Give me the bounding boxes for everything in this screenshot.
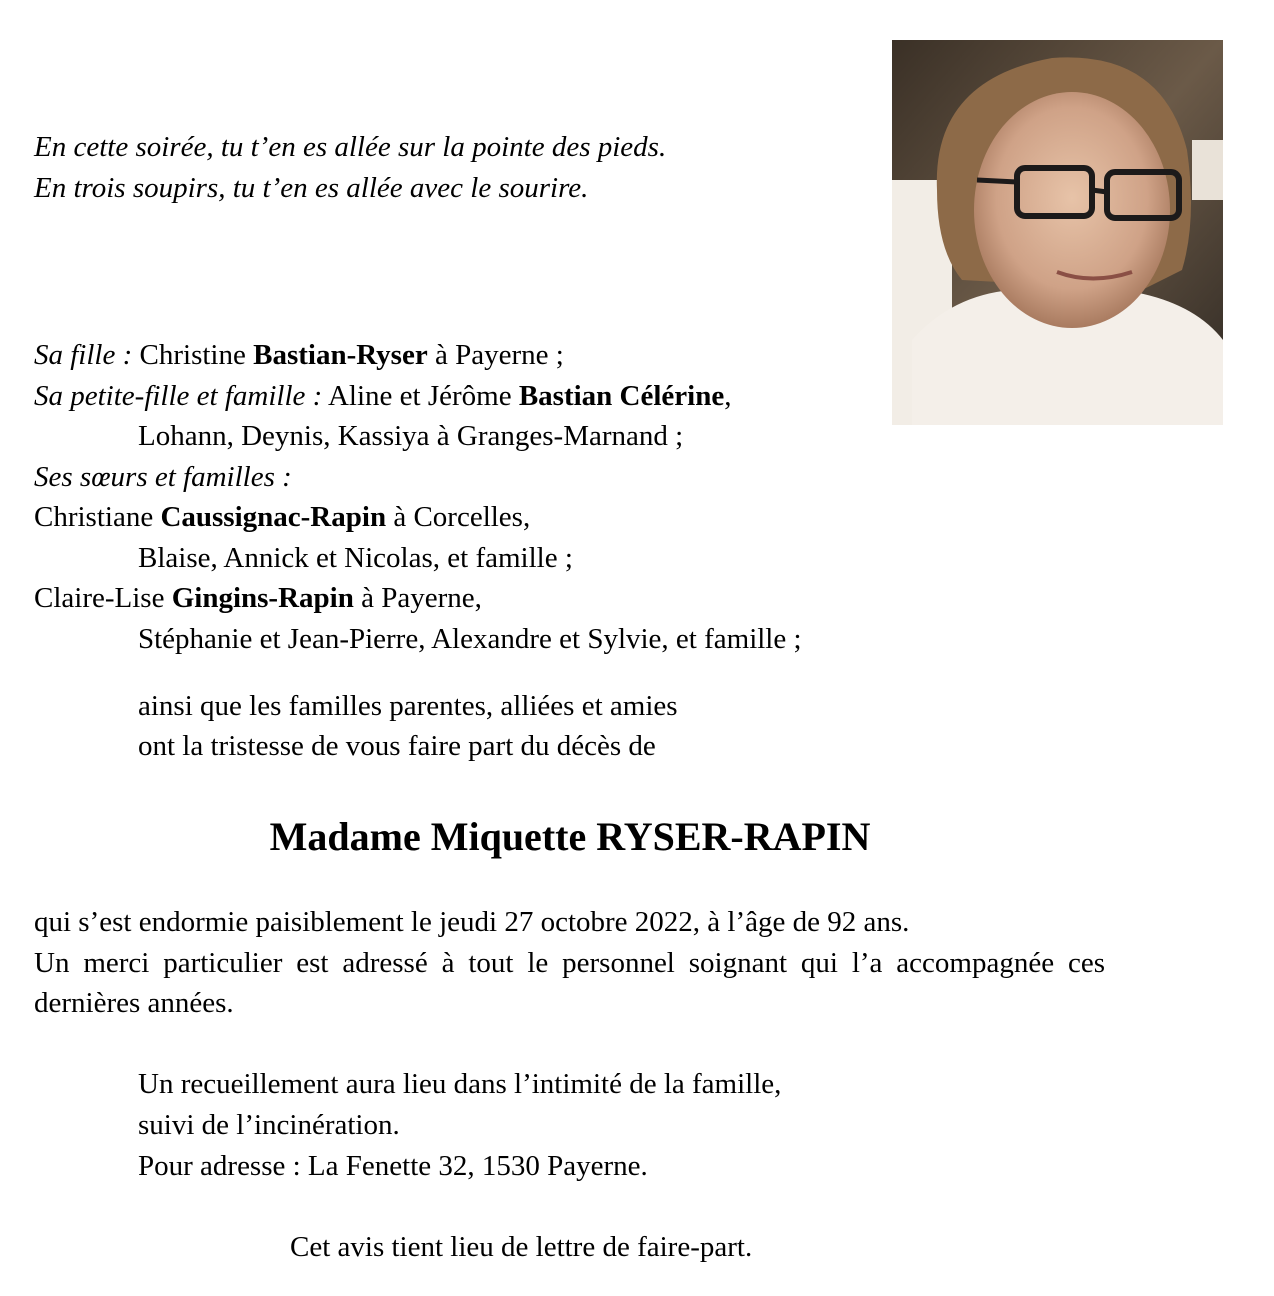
portrait-image [892,40,1223,425]
surname: Caussignac-Rapin [160,501,387,533]
family-sister-2-family: Stéphanie et Jean-Pierre, Alexandre et Sylvie, et famille ; [138,623,802,655]
surname: Bastian-Ryser [253,339,428,371]
address-line: Pour adresse : La Fenette 32, 1530 Payerne. [138,1150,648,1182]
sisters-label: Ses sœurs et familles : [34,461,292,493]
location: à Payerne, [353,582,482,614]
surname: Gingins-Rapin [171,582,354,614]
relation-label: Sa fille : [34,339,133,371]
portrait-photo [892,40,1223,425]
punctuation: , [724,380,732,412]
family-sister-1 [34,497,530,537]
intro-line-1: ainsi que les familles parentes, alliées et amies [138,690,678,722]
family-sister-1-family: Blaise, Annick et Nicolas, et famille ; [138,542,573,574]
first-name: Claire-Lise [34,582,172,614]
relation-label: Sa petite-fille et famille : [34,380,323,412]
thanks-paragraph: Un merci particulier est adressé à tout le personnel soignant qui l’a accompagnée ces dernières années. [34,947,1105,1019]
deceased-name: Madame Miquette RYSER-RAPIN [269,814,871,859]
family-sister-2 [34,578,482,618]
family-granddaughter-children: Lohann, Deynis, Kassiya à Granges-Marnand ; [138,420,684,452]
surname: Bastian Célérine [518,380,725,412]
location: à Corcelles, [386,501,531,533]
first-name: Aline et Jérôme [322,380,519,412]
ceremony-line-1: Un recueillement aura lieu dans l’intimité de la famille, [138,1068,782,1100]
epigraph-line-2: En trois soupirs, tu t’en es allée avec le sourire. [34,172,589,204]
family-daughter [34,335,564,375]
first-name: Christine [132,339,254,371]
intro-line-2: ont la tristesse de vous faire part du décès de [138,730,656,762]
epigraph-line-1: En cette soirée, tu t’en es allée sur la pointe des pieds. [34,131,667,163]
death-statement: qui s’est endormie paisiblement le jeudi 27 octobre 2022, à l’âge de 92 ans. [34,906,910,938]
ceremony-line-2: suivi de l’incinération. [138,1109,400,1141]
family-granddaughter [34,376,731,416]
location: à Payerne ; [427,339,564,371]
closing-note: Cet avis tient lieu de lettre de faire-part. [290,1231,753,1263]
first-name: Christiane [34,501,161,533]
